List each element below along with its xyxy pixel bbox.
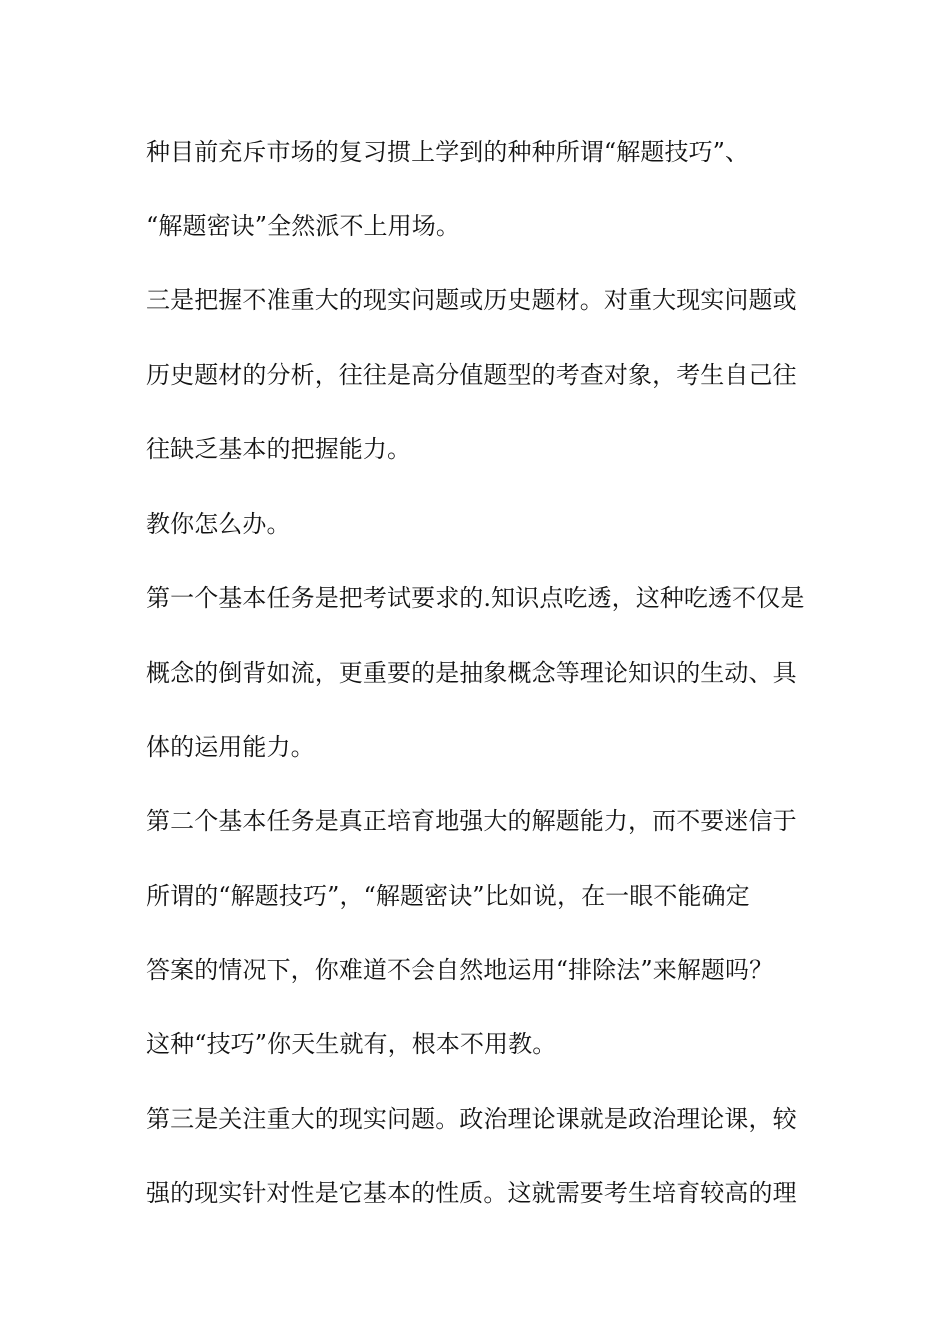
text-line: 强的现实针对性是它基本的性质。这就需要考生培育较高的理 xyxy=(146,1179,797,1207)
text-line: 概念的倒背如流，更重要的是抽象概念等理论知识的生动、具 xyxy=(146,659,797,687)
text-line: 种目前充斥市场的复习掼上学到的种种所谓“解题技巧”、 xyxy=(146,138,750,166)
text-line: 三是把握不准重大的现实问题或历史题材。对重大现实问题或 xyxy=(146,286,797,314)
text-line: 所谓的“解题技巧”，“解题密诀”比如说，在一眼不能确定 xyxy=(146,882,750,910)
text-line: 这种“技巧”你天生就有，根本不用教。 xyxy=(146,1030,557,1058)
text-line: 第三是关注重大的现实问题。政治理论课就是政治理论课，较 xyxy=(146,1105,797,1133)
text-line: 答案的情况下，你难道不会自然地运用“排除法”来解题吗？ xyxy=(146,956,774,984)
text-line: 体的运用能力。 xyxy=(146,733,315,761)
text-line: 第一个基本任务是把考试要求的.知识点吃透，这种吃透不仅是 xyxy=(146,584,805,612)
text-line: “解题密诀”全然派不上用场。 xyxy=(146,212,460,240)
text-line: 教你怎么办。 xyxy=(146,510,291,538)
text-line: 历史题材的分析，往往是高分值题型的考查对象，考生自己往 xyxy=(146,361,797,389)
text-line: 往缺乏基本的把握能力。 xyxy=(146,435,412,463)
text-line: 第二个基本任务是真正培育地强大的解题能力，而不要迷信于 xyxy=(146,807,797,835)
